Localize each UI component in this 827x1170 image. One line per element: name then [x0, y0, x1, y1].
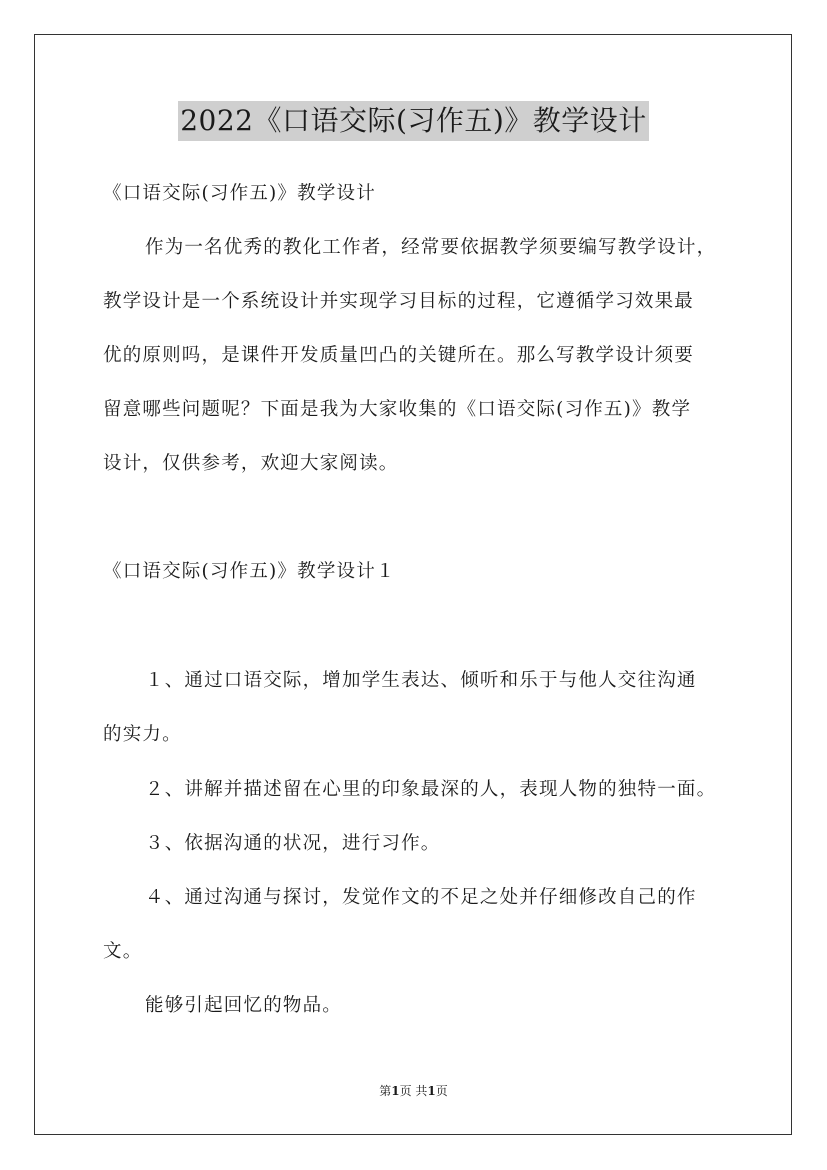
paragraph-line: 优的原则吗，是课件开发质量凹凸的关键所在。那么写教学设计须要 [103, 345, 695, 366]
paragraph-line: 教学设计是一个系统设计并实现学习目标的过程，它遵循学习效果最 [103, 291, 695, 312]
section-heading: 《口语交际(习作五)》教学设计１ [103, 561, 396, 582]
footer-mid: 页 共 [399, 1084, 428, 1098]
footer-suffix: 页 [435, 1084, 448, 1098]
subtitle-line: 《口语交际(习作五)》教学设计 [103, 183, 376, 204]
paragraph-line: 留意哪些问题呢？下面是我为大家收集的《口语交际(习作五)》教学 [103, 399, 692, 420]
list-item: ４、通过沟通与探讨，发觉作文的不足之处并仔细修改自己的作 [145, 887, 697, 908]
page-footer [0, 1083, 827, 1099]
list-item-continuation: 文。 [103, 941, 143, 962]
document-title: 2022《口语交际(习作五)》教学设计 [178, 101, 649, 141]
footer-prefix: 第 [379, 1084, 392, 1098]
list-item-continuation: 的实力。 [103, 724, 182, 745]
footer-total-pages: 1 [427, 1084, 436, 1098]
paragraph-line: 作为一名优秀的教化工作者，经常要依据教学须要编写教学设计， [145, 237, 717, 258]
paragraph-line: 设计，仅供参考，欢迎大家阅读。 [103, 453, 399, 474]
list-item: １、通过口语交际，增加学生表达、倾听和乐于与他人交往沟通 [145, 670, 697, 691]
title-container [0, 101, 827, 141]
footer-page-number: 1 [391, 1084, 400, 1098]
paragraph-line: 能够引起回忆的物品。 [145, 995, 343, 1016]
list-item: ３、依据沟通的状况，进行习作。 [145, 833, 441, 854]
list-item: ２、讲解并描述留在心里的印象最深的人，表现人物的独特一面。 [145, 779, 717, 800]
